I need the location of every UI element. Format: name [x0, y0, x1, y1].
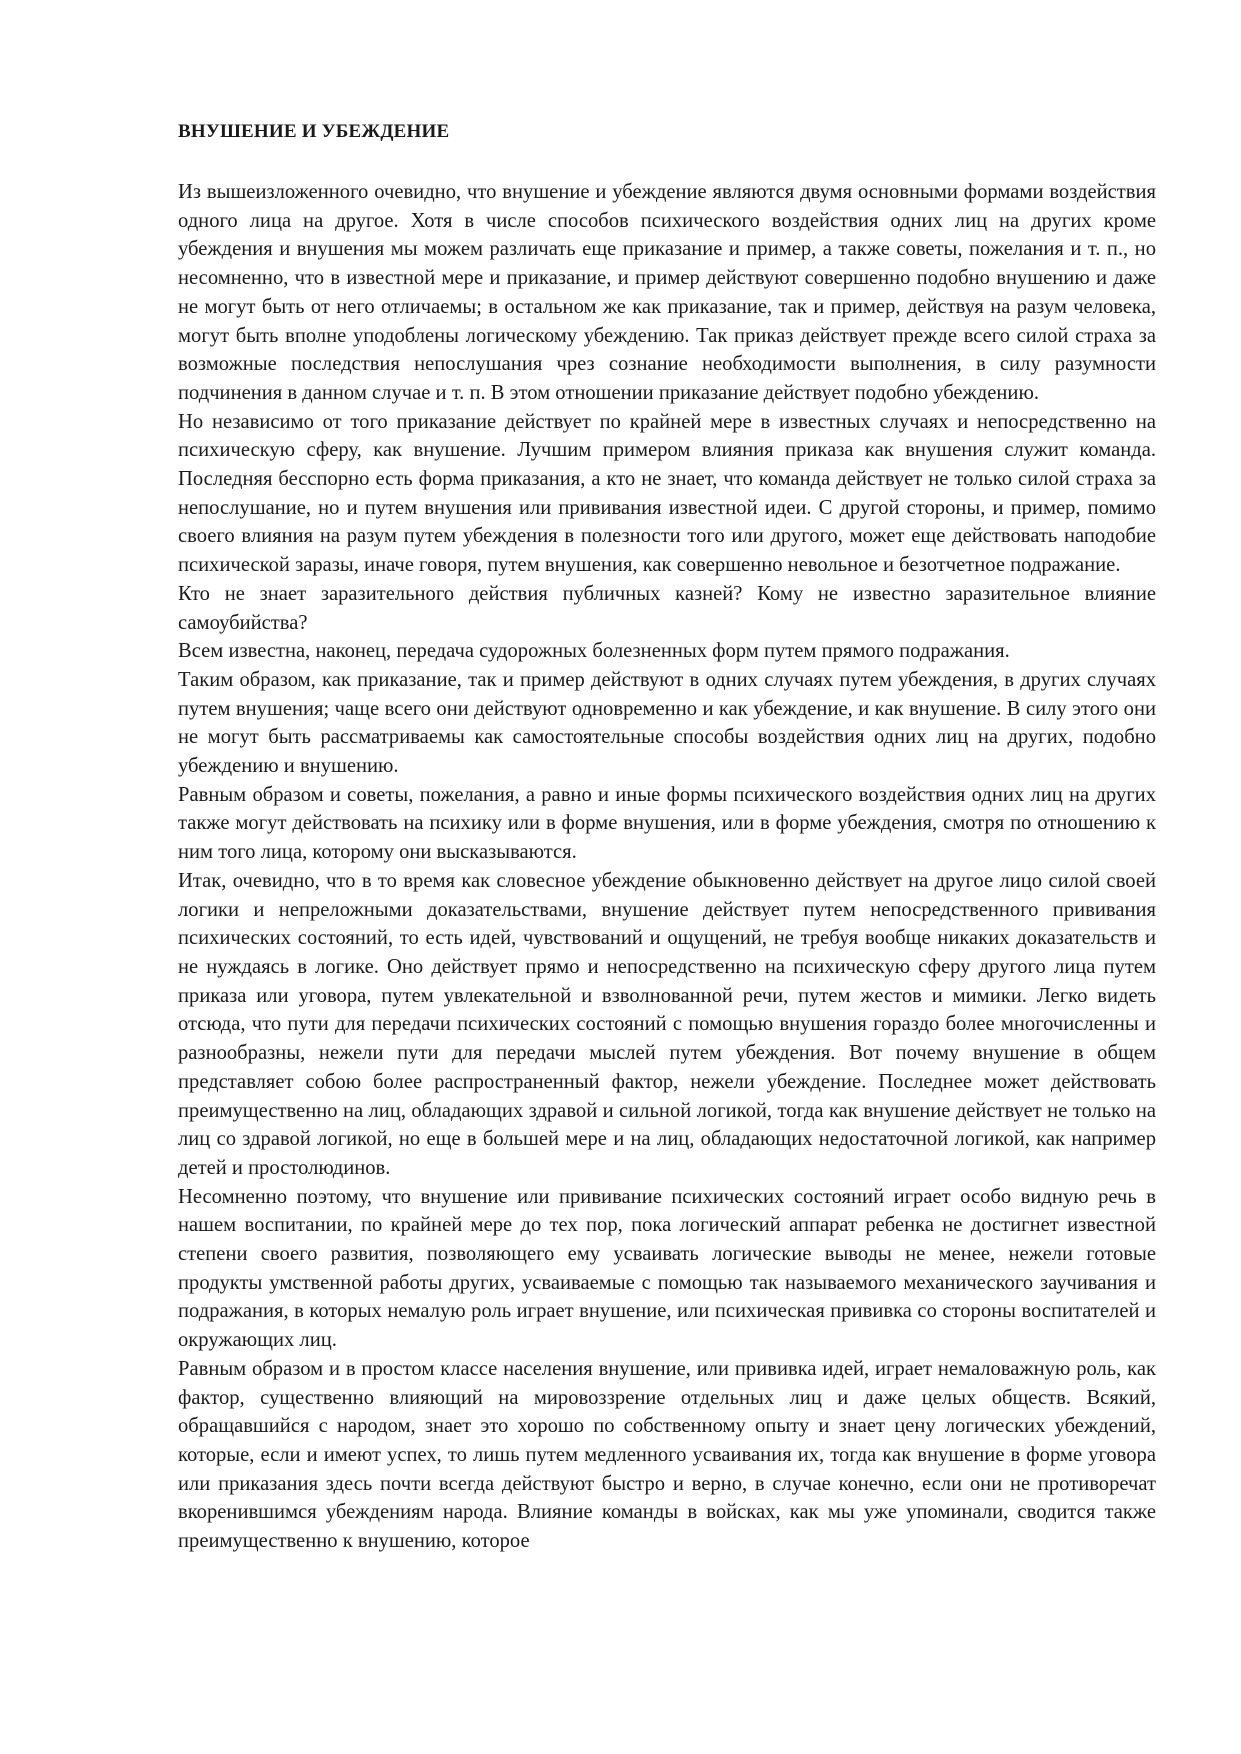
paragraph-5: Таким образом, как приказание, так и пример действуют в одних случаях путем убеждения, в других случаях путем внушения; чаще всего они действуют одновременно и как убеждение, и как внушение. В силу этого они не могут быть рассматриваемы как самостоятельные способы воздействия одних лиц на других, подобно убеждению и внушению.: [178, 668, 1156, 778]
paragraph-8: Несомненно поэтому, что внушение или прививание психических состояний играет особо видную речь в нашем воспитании, по крайней мере до тех пор, пока логический аппарат ребенка не достигнет известной степени своего развития, позволяющего ему усваивать логические выводы не менее, нежели готовые продукты умственной работы других, усваиваемые с помощью так называемого механического заучивания и подражания, в которых немалую роль играет внушение, или психическая прививка со стороны воспитателей и окружающих лиц.: [178, 1185, 1156, 1352]
paragraph-3: Кто не знает заразительного действия публичных казней? Кому не известно заразительное влияние самоубийства?: [178, 582, 1156, 634]
paragraph-2: Но независимо от того приказание действует по крайней мере в известных случаях и непосредственно на психическую сферу, как внушение. Лучшим примером влияния приказа как внушения служит команда. Последняя бесспорно есть форма приказания, а кто не знает, что команда действует не только силой страха за непослушание, но и путем внушения или прививания известной идеи. С другой стороны, и пример, помимо своего влияния на разум путем убеждения в полезности того или другого, может еще действовать наподобие психической заразы, иначе говоря, путем внушения, как совершенно невольное и безотчетное подражание.: [178, 410, 1156, 577]
paragraph-7: Итак, очевидно, что в то время как словесное убеждение обыкновенно действует на другое лицо силой своей логики и непреложными доказательствами, внушение действует путем непосредственного прививания психических состояний, то есть идей, чувствований и ощущений, не требуя вообще никаких доказательств и не нуждаясь в логике. Оно действует прямо и непосредственно на психическую сферу другого лица путем приказа или уговора, путем увлекательной и взволнованной речи, путем жестов и мимики. Легко видеть отсюда, что пути для передачи психических состояний с помощью внушения гораздо более многочисленны и разнообразны, нежели пути для передачи мыслей путем убеждения. Вот почему внушение в общем представляет собою более распространенный фактор, нежели убеждение. Последнее может действовать преимущественно на лиц, обладающих здравой и сильной логикой, тогда как внушение действует не только на лиц со здравой логикой, но еще в большей мере и на лиц, обладающих недостаточной логикой, как например детей и простолюдинов.: [178, 869, 1156, 1179]
paragraph-9: Равным образом и в простом классе населения внушение, или прививка идей, играет немаловажную роль, как фактор, существенно влияющий на мировоззрение отдельных лиц и даже целых обществ. Всякий, обращавшийся с народом, знает это хорошо по собственному опыту и знает цену логических убеждений, которые, если и имеют успех, то лишь путем медленного усваивания их, тогда как внушение в форме уговора или приказания здесь почти всегда действуют быстро и верно, в случае конечно, если они не противоречат вкоренившимся убеждениям народа. Влияние команды в войсках, как мы уже упоминали, сводится также преимущественно к внушению, которое: [178, 1357, 1156, 1553]
paragraph-1: Из вышеизложенного очевидно, что внушение и убеждение являются двумя основными формами воздействия одного лица на другое. Хотя в числе способов психического воздействия одних лиц на других кроме убеждения и внушения мы можем различать еще приказание и пример, а также советы, пожелания и т. п., но несомненно, что в известной мере и приказание, и пример действуют совершенно подобно внушению и даже не могут быть от него отличаемы; в остальном же как приказание, так и пример, действуя на разум человека, могут быть вполне уподоблены логическому убеждению. Так приказ действует прежде всего силой страха за возможные последствия непослушания чрез сознание необходимости выполнения, в силу разумности подчинения в данном случае и т. п. В этом отношении приказание действует подобно убеждению.: [178, 181, 1156, 404]
page-title: ВНУШЕНИЕ И УБЕЖДЕНИЕ: [178, 121, 450, 142]
document-page: [178, 120, 1156, 1556]
paragraph-4: Всем известна, наконец, передача судорожных болезненных форм путем прямого подражания.: [178, 640, 1010, 663]
paragraph-6: Равным образом и советы, пожелания, а равно и иные формы психического воздействия одних лиц на других также могут действовать на психику или в форме внушения, или в форме убеждения, смотря по отношению к ним того лица, которому они высказываются.: [178, 783, 1156, 864]
